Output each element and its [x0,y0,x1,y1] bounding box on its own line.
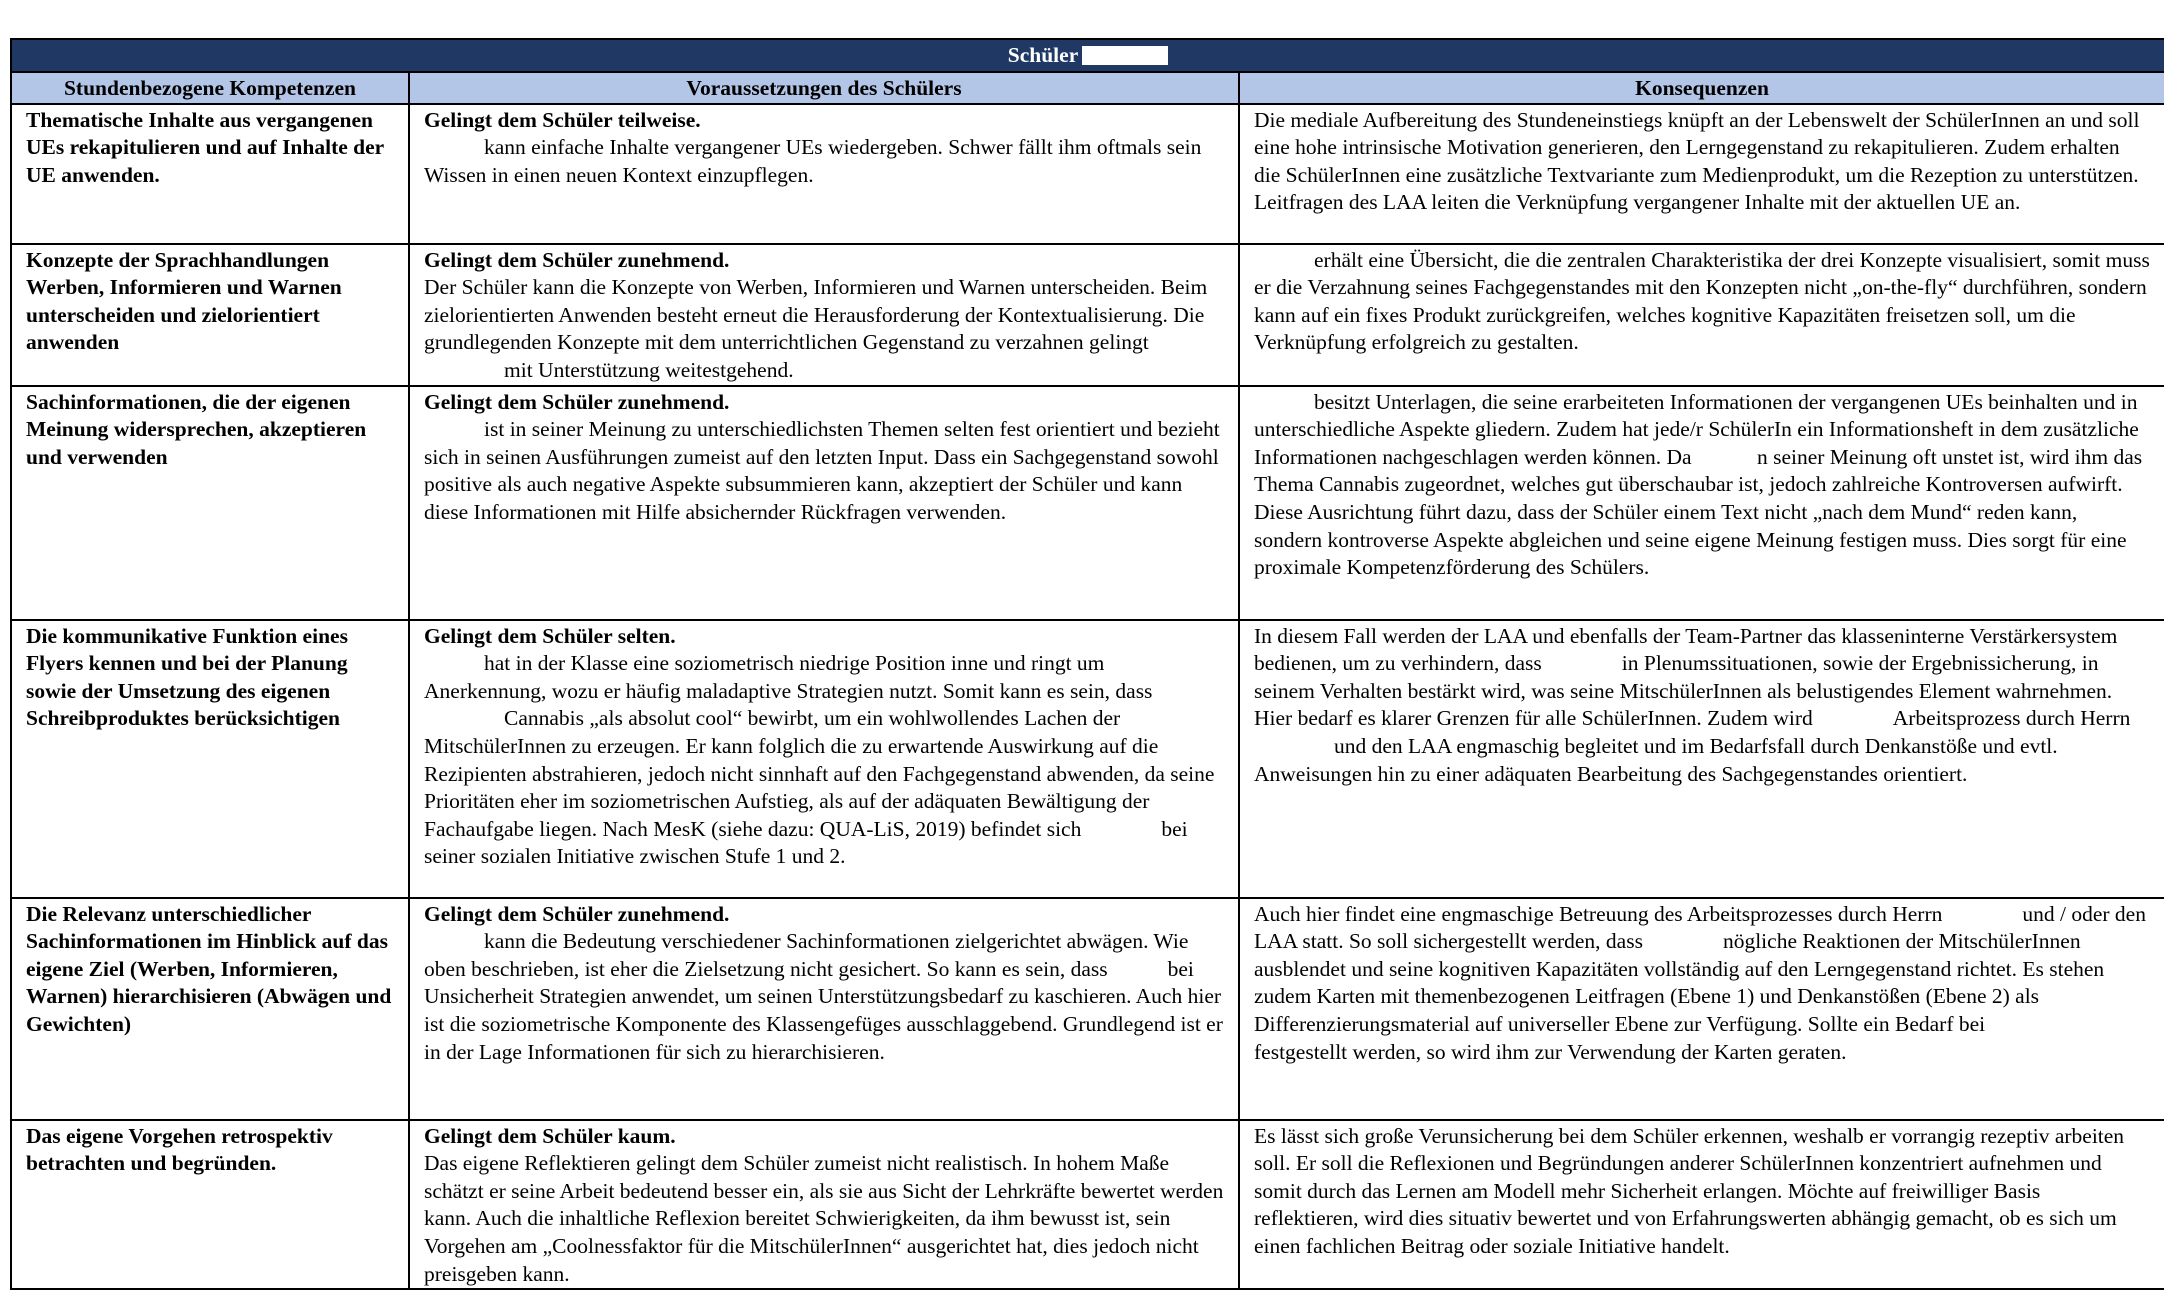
competence-cell [11,1120,409,1290]
consequence-text: erhält eine Übersicht, die die zentralen Charakteristika der drei Konzepte visualisiert, somit muss er die Verzahnung seines Fachgegenstandes mit den Konzepten nicht „on-the-fly“ durchführen, sondern kann auf ein fixes Produkt zurückgreifen, welches kognitive Kapazitäten freisetzen soll, um die Verknüpfung erfolgreich zu gestalten. [1254,247,2150,355]
prerequisite-cell [409,620,1239,898]
prerequisite-text: kann die Bedeutung verschiedener Sachinformationen zielgerichtet abwägen. Wie oben beschrieben, ist eher die Zielsetzung nicht gesichert. So kann es sein, dass [424,929,1189,981]
prerequisite-text: Der Schüler kann die Konzepte von Werben, Informieren und Warnen unterscheiden. Beim zielorientierten Anwenden besteht erneut die Herausforderung der Kontextualisierung. Die grundlegenden Konzepte mit dem unterrichtlichen Gegenstand zu verzahnen gelingt [424,275,1208,355]
competence-cell [11,898,409,1120]
prerequisite-text-end: bei seiner sozialen Initiative zwischen Stufe 1 und 2. [424,816,1188,869]
prerequisite-cell [409,386,1239,620]
prerequisite-text: ist in seiner Meinung zu unterschiedlichsten Themen selten fest orientiert und bezieht sich in seinen Ausführungen zumeist auf den letzten Input. Dass ein Sachgegenstand sowohl positive als auch negative Aspekte subsummieren kann, akzeptiert der Schüler und kann diese Informationen mit Hilfe absichernder Rückfragen verwenden. [424,417,1220,524]
consequence-text: In diesem Fall werden der LAA und ebenfalls der Team-Partner das klasseninterne Verstärkersystem bedienen, um zu verhindern, dass [1254,623,2118,676]
header-prerequisites: Voraussetzungen des Schülers [409,72,1239,104]
competence-text: Sachinformationen, die der eigenen Meinung widersprechen, akzeptieren und verwenden [26,389,367,469]
table-row [11,620,2164,898]
table-title [11,39,2164,72]
consequence-cell [1239,1120,2164,1290]
consequence-cell [1239,620,2164,898]
table-row [11,898,2164,1120]
table-title-text: Schüler [1007,43,1079,67]
consequence-cell [1239,898,2164,1120]
prerequisite-cell [409,1120,1239,1290]
consequence-text: besitzt Unterlagen, die seine erarbeiteten Informationen der vergangenen UEs beinhalten und in unterschiedliche Aspekte gliedern. Zudem hat jede/r SchülerIn ein Informationsheft in dem zusätzliche Informationen nachgeschlagen werden können. Da [1254,389,2139,469]
prerequisite-text: hat in der Klasse eine soziometrisch niedrige Position inne und ringt um Anerkennung, wozu er häufig maladaptive Strategien nutzt. Somit kann es sein, dass [424,651,1153,703]
competence-cell [11,620,409,898]
table-header-row [11,72,2164,104]
consequence-cell [1239,104,2164,244]
competence-text: Das eigene Vorgehen retrospektiv betrachten und begründen. [26,1123,333,1176]
consequence-cell [1239,386,2164,620]
prerequisite-cell [409,898,1239,1120]
prerequisite-text: kann einfache Inhalte vergangener UEs wiedergeben. Schwer fällt ihm oftmals sein Wissen in einen neuen Kontext einzupflegen. [424,135,1202,187]
consequence-text-cont: in Plenumssituationen, sowie der Ergebnissicherung, in seinem Verhalten bestärkt wird, was seine MitschülerInnen als belustigendes Element wahrnehmen. Hier bedarf es klarer Grenzen für alle SchülerInnen. Zudem wird [1254,651,2113,731]
prerequisite-text-cont: Cannabis „als absolut cool“ bewirbt, um ein wohlwollendes Lachen der MitschülerInnen zu erzeugen. Er kann folglich die zu erwartende Auswirkung auf die Rezipienten abstrahieren, jedoch nicht sinnhaft auf den Fachgegenstand abwenden, da seine Prioritäten eher im soziometrischen Aufstieg, als auf der adäquaten Bewältigung der Fachaufgabe liegen. Nach MesK (siehe dazu: QUA-LiS, 2019) befindet sich [424,706,1215,841]
prerequisite-text-cont: mit Unterstützung weitestgehend. [504,357,794,382]
prerequisite-cell [409,104,1239,244]
status-label: Gelingt dem Schüler selten. [424,623,676,648]
consequence-text: Es lässt sich große Verunsicherung bei dem Schüler erkennen, weshalb er vorrangig rezeptiv arbeiten soll. Er soll die Reflexionen und Begründungen anderer SchülerInnen konzentriert aufnehmen und somit durch das Lernen am Modell mehr Sicherheit erlangen. Möchte auf freiwilliger Basis reflektieren, wird dies situativ bewertet und von Erfahrungswerten abhängig gemacht, ob es sich um einen fachlichen Beitrag oder soziale Initiative handelt. [1254,1123,2125,1258]
competence-cell [11,244,409,386]
header-consequences: Konsequenzen [1239,72,2164,104]
consequence-text-cont: und / oder den LAA statt. So soll sichergestellt werden, dass [1254,901,2146,954]
competence-cell [11,104,409,244]
competence-text: Konzepte der Sprachhandlungen Werben, Informieren und Warnen unterscheiden und zielorientiert anwenden [26,247,342,355]
document-page [10,38,2164,1290]
consequence-cell [1239,244,2164,386]
consequence-text: Die mediale Aufbereitung des Stundeneinstiegs knüpft an der Lebenswelt der SchülerInnen an und soll eine hohe intrinsische Motivation generieren, den Lerngegenstand zu rekapitulieren. Zudem erhalten die SchülerInnen eine zusätzliche Textvariante zum Medienprodukt, um die Rezeption zu unterstützen. Leitfragen des LAA leiten die Verknüpfung vergangener Inhalte mit der aktuellen UE an. [1254,107,2140,215]
consequence-text: Auch hier findet eine engmaschige Betreuung des Arbeitsprozesses durch Herrn [1254,901,1943,926]
prerequisite-text: Das eigene Reflektieren gelingt dem Schüler zumeist nicht realistisch. In hohem Maße schätzt er seine Arbeit bedeutend besser ein, als sie aus Sicht der Lehrkräfte bewertet werden kann. Auch die inhaltliche Reflexion bereitet Schwierigkeiten, da ihm bewusst ist, sein Vorgehen am „Coolnessfaktor für die MitschülerInnen“ ausgerichtet hat, dies jedoch nicht preisgeben kann. [424,1151,1224,1286]
status-label: Gelingt dem Schüler zunehmend. [424,389,730,414]
prerequisite-text-cont: bei Unsicherheit Strategien anwendet, um seinen Unterstützungsbedarf zu kaschieren. Auch hier ist die soziometrische Komponente des Klassengefüges ausschlaggebend. Grundlegend ist er in der Lage Informationen für sich zu hierarchisieren. [424,956,1223,1064]
consequence-text-end: festgestellt werden, so wird ihm zur Verwendung der Karten geraten. [1254,1039,1847,1064]
consequence-text-cont: n seiner Meinung oft unstet ist, wird ihm das Thema Cannabis zugeordnet, welches gut überschaubar ist, jedoch zahlreiche Kontroversen aufwirft. Diese Ausrichtung führt dazu, dass der Schüler einem Text nicht „nach dem Mund“ reden kann, sondern kontroverse Aspekte abgleichen und seine eigene Meinung festigen muss. Dies sorgt für eine proximale Kompetenzförderung des Schülers. [1254,444,2143,580]
prerequisite-cell [409,244,1239,386]
status-label: Gelingt dem Schüler teilweise. [424,107,701,132]
status-label: Gelingt dem Schüler zunehmend. [424,247,730,272]
consequence-text-cont2: Arbeitsprozess durch Herrn [1892,706,2131,731]
competence-text: Die kommunikative Funktion eines Flyers kennen und bei der Planung sowie der Umsetzung des eigenen Schreibproduktes berücksichtigen [26,623,348,731]
competence-text: Die Relevanz unterschiedlicher Sachinformationen im Hinblick auf das eigene Ziel (Werben, Informieren, Warnen) hierarchisieren (Abwägen und Gewichten) [26,901,392,1036]
table-row [11,386,2164,620]
header-competences: Stundenbezogene Kompetenzen [11,72,409,104]
status-label: Gelingt dem Schüler kaum. [424,1123,676,1148]
table-row [11,244,2164,386]
table-title-row [11,39,2164,72]
redacted-name [1082,46,1168,65]
competence-cell [11,386,409,620]
table-row [11,1120,2164,1290]
consequence-text-end: und den LAA engmaschig begleitet und im Bedarfsfall durch Denkanstöße und evtl. Anweisungen hin zu einer adäquaten Bearbeitung des Sachgegenstandes orientiert. [1254,733,2058,786]
consequence-text-cont2: nögliche Reaktionen der MitschülerInnen ausblendet und seine kognitiven Kapazitäten vollständig auf den Lerngegenstand richtet. Es stehen zudem Karten mit themenbezogenen Leitfragen (Ebene 1) und Denkanstößen (Ebene 2) als Differenzierungsmaterial auf universeller Ebene zur Verfügung. Sollte ein Bedarf bei [1254,929,2105,1036]
competence-table [10,38,2164,1290]
table-row [11,104,2164,244]
status-label: Gelingt dem Schüler zunehmend. [424,901,730,926]
competence-text: Thematische Inhalte aus vergangenen UEs rekapitulieren und auf Inhalte der UE anwenden. [26,107,384,187]
